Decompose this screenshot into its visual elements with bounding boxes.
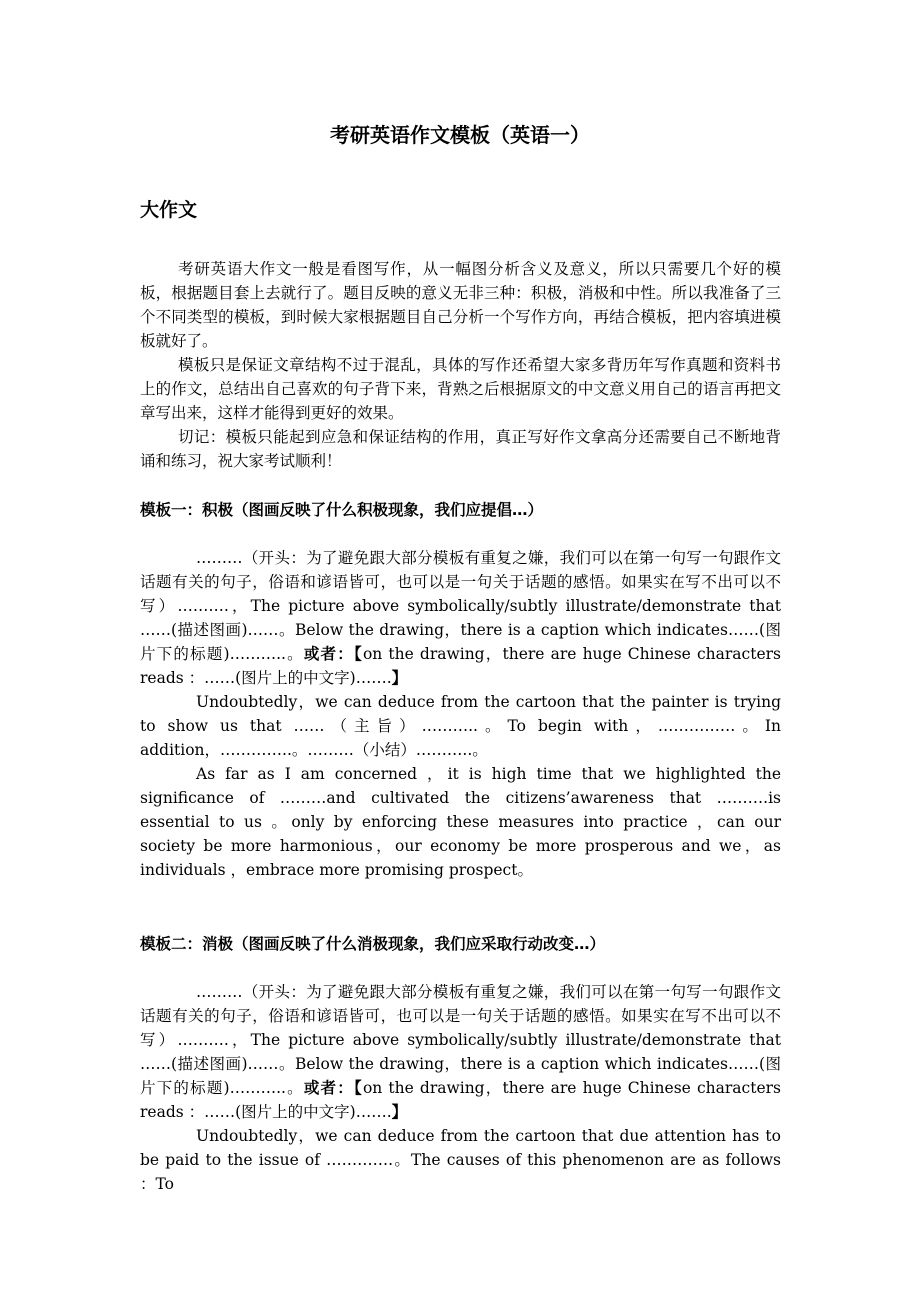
bracket-close: 】	[391, 669, 408, 687]
template-two-opening	[140, 980, 781, 1124]
opening-text: ………（开头：为了避免跟大部分模板有重复之嫌，我们可以在第一句写一句跟作文话题有关的句子，俗语和谚语皆可，也可以是一句关于话题的感悟。如果实在写不出可以不写）……….，The picture above symbolically/subtly illustrate/demonstrate that ……(描述图画)……。Below the drawing，there is a caption which indicates……(图片下的标题)………..。	[140, 549, 781, 663]
template-one-body-paragraph: Undoubtedly，we can deduce from the cartoon that the painter is trying to show us that ……（主旨）………..。To begin with，……………。In addition，…………..。………（小结）………..。	[140, 693, 781, 759]
intro-paragraph: 考研英语大作文一般是看图写作，从一幅图分析含义及意义，所以只需要几个好的模板，根据题目套上去就行了。题目反映的意义无非三种：积极，消极和中性。所以我准备了三个不同类型的模板，到时候大家根据题目自己分析一个写作方向，再结合模板，把内容填进模板就好了。	[140, 260, 781, 350]
intro-block	[140, 257, 781, 473]
template-two-heading: 模板二：消极（图画反映了什么消极现象，我们应采取行动改变…）	[140, 935, 606, 953]
intro-paragraph: 模板只是保证文章结构不过于混乱，具体的写作还希望大家多背历年写作真题和资料书上的作文，总结出自己喜欢的句子背下来，背熟之后根据原文的中文意义用自己的语言再把文章写出来，这样才能得到更好的效果。	[140, 356, 781, 422]
template-two-body	[140, 980, 781, 1196]
opening-text: ………（开头：为了避免跟大部分模板有重复之嫌，我们可以在第一句写一句跟作文话题有关的句子，俗语和谚语皆可，也可以是一句关于话题的感悟。如果实在写不出可以不写）……….，The picture above symbolically/subtly illustrate/demonstrate that ……(描述图画)……。Below the drawing，there is a caption which indicates……(图片下的标题)………..。	[140, 983, 781, 1097]
intro-paragraph: 切记：模板只能起到应急和保证结构的作用，真正写好作文拿高分还需要自己不断地背诵和练习，祝大家考试顺利！	[140, 428, 781, 470]
bracket-open: 【	[353, 645, 363, 663]
template-two-body-paragraph: Undoubtedly，we can deduce from the cartoon that due attention has to be paid to the issue of ………….。The causes of this phenomenon are as follows ：To	[140, 1127, 781, 1193]
template-one-opening	[140, 546, 781, 690]
alt-text: on the drawing，there are huge Chinese characters reads ：……(图片上的中文字)…….	[140, 1079, 781, 1121]
page-title: 考研英语作文模板（英语一）	[330, 123, 590, 147]
template-one-heading: 模板一：积极（图画反映了什么积极现象，我们应提倡…）	[140, 501, 544, 519]
or-label: 或者：	[303, 1079, 354, 1097]
or-label: 或者：	[303, 645, 354, 663]
bracket-open: 【	[353, 1079, 363, 1097]
section-heading: 大作文	[140, 199, 198, 221]
template-one-conclusion: As far as I am concerned ，it is high time that we highlighted the significance of ………and cultivated the citizens’awareness that ……….is essential to us 。only by enforcing these measures into practice ，can our society be more harmonious，our economy be more prosperous and we，as individuals ，embrace more promising prospect。	[140, 765, 781, 879]
alt-text: on the drawing，there are huge Chinese characters reads ：……(图片上的中文字)…….	[140, 645, 781, 687]
template-one-body	[140, 546, 781, 882]
bracket-close: 】	[391, 1103, 408, 1121]
